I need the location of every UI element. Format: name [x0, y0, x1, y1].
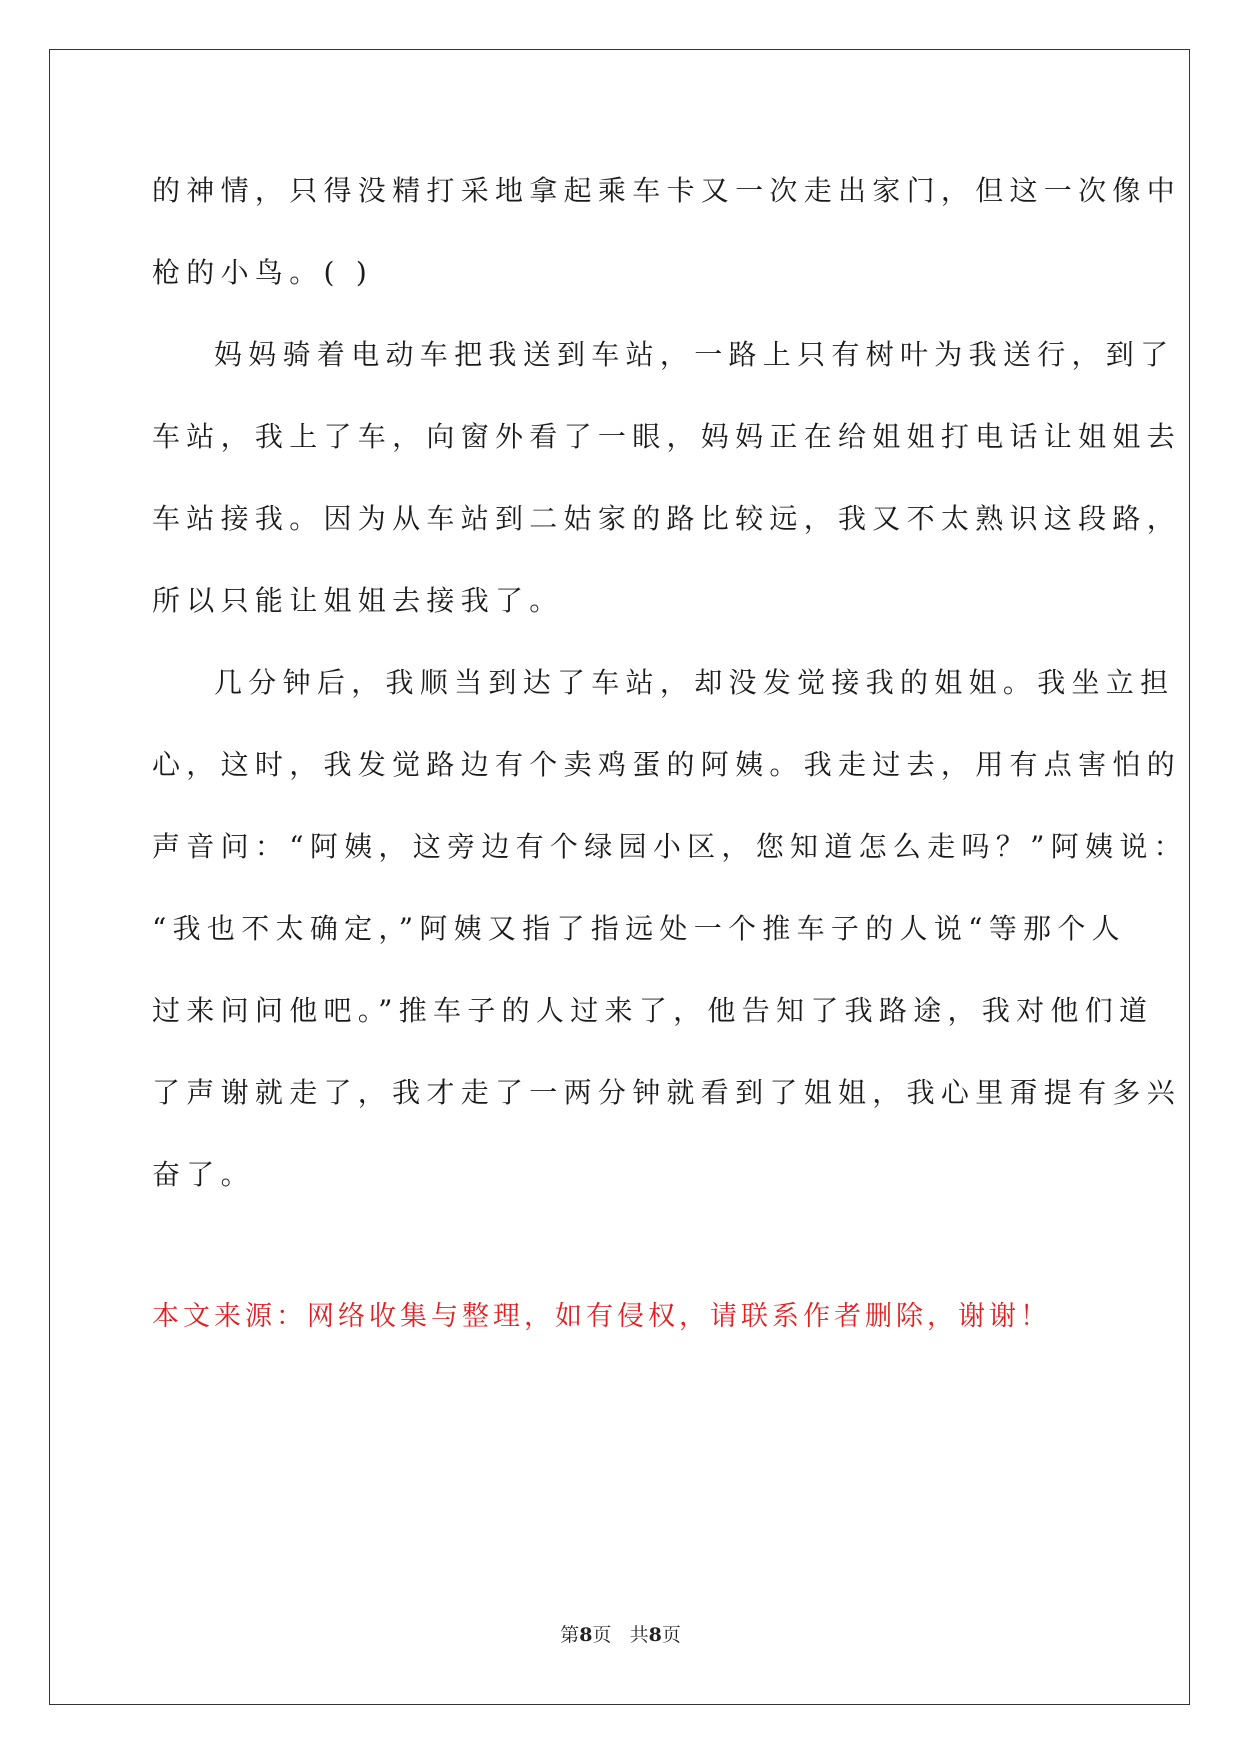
- text-line: 声音问：“阿姨，这旁边有个绿园小区，您知道怎么走吗？”阿姨说：: [152, 830, 1188, 863]
- text-line: 的神情，只得没精打采地拿起乘车卡又一次走出家门，但这一次像中: [152, 174, 1182, 207]
- total-pages: 8: [648, 1624, 662, 1646]
- source-notice: 本文来源：网络收集与整理，如有侵权，请联系作者删除，谢谢！: [152, 1301, 1051, 1332]
- total-suffix: 页: [661, 1624, 681, 1646]
- text-line: “我也不太确定，”阿姨又指了指远处一个推车子的人说“等那个人: [152, 912, 1126, 945]
- text-line: 车站接我。因为从车站到二姑家的路比较远，我又不太熟识这段路，: [152, 502, 1182, 535]
- text-line: 奋了。: [152, 1158, 255, 1191]
- total-prefix: 共: [629, 1624, 649, 1646]
- page-prefix: 第: [560, 1624, 580, 1646]
- page-suffix: 页: [592, 1624, 612, 1646]
- paragraph-first-line: 妈妈骑着电动车把我送到车站，一路上只有树叶为我送行，到了: [214, 338, 1175, 371]
- text-line: 枪的小鸟。( ): [152, 256, 374, 289]
- page-footer: [0, 1620, 1241, 1647]
- text-line: 所以只能让姐姐去接我了。: [152, 584, 564, 617]
- text-line: 了声谢就走了，我才走了一两分钟就看到了姐姐，我心里甭提有多兴: [152, 1076, 1182, 1109]
- text-line: 过来问问他吧。”推车子的人过来了，他告知了我路途，我对他们道: [152, 994, 1154, 1027]
- paragraph-first-line: 几分钟后，我顺当到达了车站，却没发觉接我的姐姐。我坐立担: [214, 666, 1175, 699]
- article-body: [152, 150, 1188, 1216]
- text-line: 心，这时，我发觉路边有个卖鸡蛋的阿姨。我走过去，用有点害怕的: [152, 748, 1182, 781]
- page-number: 8: [579, 1624, 593, 1646]
- text-line: 车站，我上了车，向窗外看了一眼，妈妈正在给姐姐打电话让姐姐去: [152, 420, 1182, 453]
